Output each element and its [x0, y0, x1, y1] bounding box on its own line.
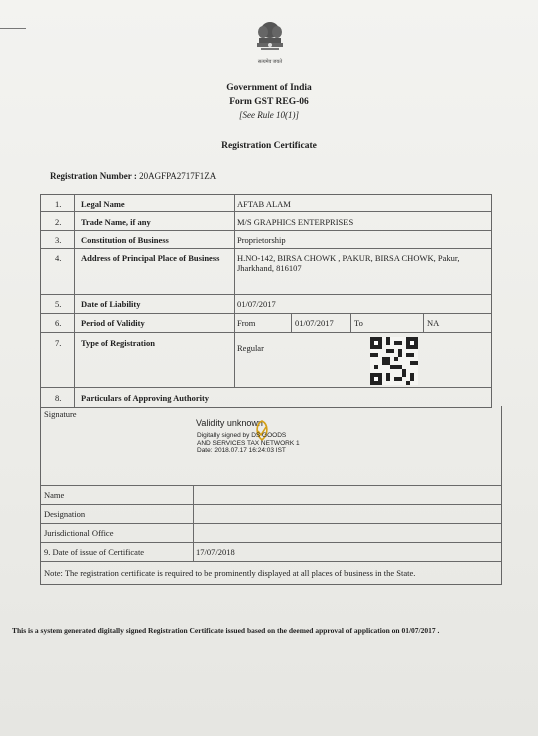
- address-value: H.NO-142, BIRSA CHOWK , PAKUR, BIRSA CHOWK, Pakur, Jharkhand, 816107: [237, 253, 460, 273]
- row-8-label: Particulars of Approving Authority: [81, 393, 210, 403]
- display-note: Note: The registration certificate is required to be prominently displayed at all places of business in the State.: [44, 568, 416, 578]
- signature-label: Signature: [44, 409, 77, 419]
- digital-signature-line-1: Digitally signed by DS GOODS: [197, 432, 287, 439]
- trade-name-value: M/S GRAPHICS ENTERPRISES: [237, 217, 354, 227]
- validity-from-value: 01/07/2017: [295, 318, 334, 328]
- details-table: [40, 194, 492, 408]
- emblem-motto: सत्यमेव जयते: [257, 60, 283, 65]
- registration-type-value: Regular: [237, 343, 264, 353]
- registration-number-label: Registration Number :: [50, 171, 137, 181]
- registration-number: [50, 171, 216, 181]
- row-6-number: 6.: [55, 318, 62, 328]
- rule-reference: [See Rule 10(1)]: [239, 110, 299, 120]
- row-3-label: Constitution of Business: [81, 235, 169, 245]
- signature-validity-status: Validity unknown: [196, 418, 263, 428]
- liability-date-value: 01/07/2017: [237, 299, 276, 309]
- constitution-value: Proprietorship: [237, 235, 286, 245]
- certificate-title: Registration Certificate: [221, 141, 317, 151]
- row-4-label: Address of Principal Place of Business: [81, 253, 220, 263]
- row-7-number: 7.: [55, 338, 62, 348]
- national-emblem-icon: [252, 20, 288, 62]
- digital-signature-date: Date: 2018.07.17 16:24:03 IST: [197, 447, 286, 454]
- jurisdictional-office-label: Jurisdictional Office: [44, 528, 114, 538]
- validity-to-label: To: [354, 318, 363, 328]
- row-2-label: Trade Name, if any: [81, 217, 151, 227]
- row-7-label: Type of Registration: [81, 338, 155, 348]
- registration-number-value: 20AGFPA2717F1ZA: [139, 171, 217, 181]
- legal-name-value: AFTAB ALAM: [237, 199, 291, 209]
- row-8-number: 8.: [55, 393, 62, 403]
- authority-name-label: Name: [44, 490, 65, 500]
- row-5-number: 5.: [55, 299, 62, 309]
- row-3-number: 3.: [55, 235, 62, 245]
- digital-signature-line-2: AND SERVICES TAX NETWORK 1: [197, 439, 300, 447]
- validity-to-value: NA: [427, 318, 440, 328]
- row-5-label: Date of Liability: [81, 299, 141, 309]
- form-heading: Form GST REG-06: [229, 97, 309, 107]
- row-6-label: Period of Validity: [81, 318, 145, 328]
- row-4-number: 4.: [55, 253, 62, 263]
- system-generated-note: This is a system generated digitally signed Registration Certificate issued based on the deemed approval of application on 01/07/2017 .: [12, 626, 440, 635]
- row-1-number: 1.: [55, 199, 62, 209]
- issue-date-label: 9. Date of issue of Certificate: [44, 547, 145, 557]
- margin-mark: [0, 28, 26, 29]
- row-2-number: 2.: [55, 217, 62, 227]
- row-1-label: Legal Name: [81, 199, 125, 209]
- validity-from-label: From: [237, 318, 256, 328]
- qr-code-icon: [370, 337, 418, 385]
- government-heading: Government of India: [226, 83, 312, 93]
- issue-date-value: 17/07/2018: [196, 547, 235, 557]
- authority-designation-label: Designation: [44, 509, 86, 519]
